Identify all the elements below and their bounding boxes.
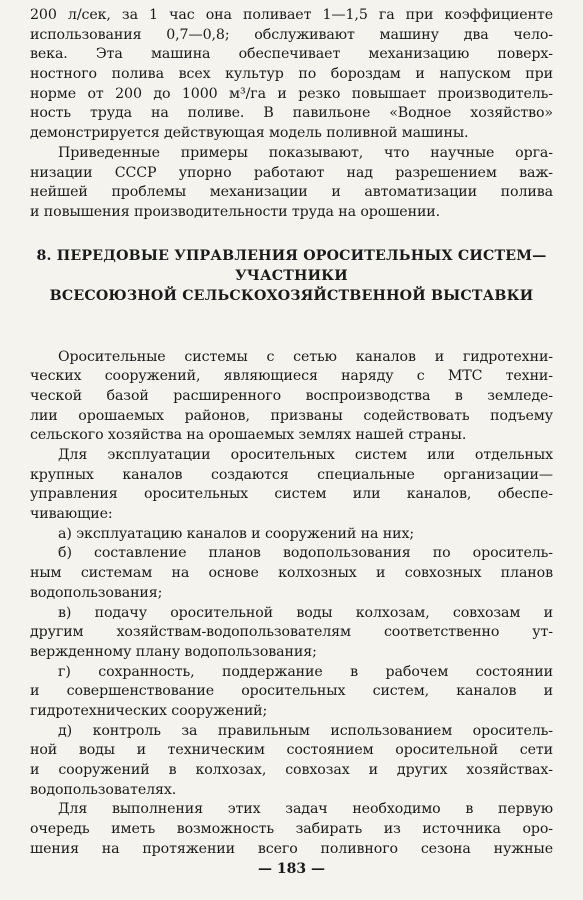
text-line: гидротехнических сооружений; [30,702,268,719]
text-line: управления оросительных систем или каналов, обеспе- [30,486,553,503]
text-line: Для выполнения этих задач необходимо в первую [58,801,553,818]
text-line: д) контроль за правильным использованием ороситель- [58,722,553,739]
paragraph-5 [30,800,553,859]
text-line: г) сохранность, поддержание в рабочем состоянии [58,663,553,680]
text-line: ностного полива всех культур по бороздам и напуском при [30,66,553,83]
text-line: и повышения производительности труда на орошении. [30,203,441,220]
text-line: ным системам на основе колхозных и совхозных планов [30,565,553,582]
text-line: Для эксплуатации оросительных систем или отдельных [58,447,553,463]
paragraph-3 [30,348,553,446]
text-line: ной воды и техническим состоянием оросительной сети [30,742,553,759]
section-heading [30,246,553,306]
list-item-a [30,525,553,545]
text-line: водопользования; [30,584,163,601]
list-item-g [30,663,553,722]
text-line: норме от 200 до 1000 м³/га и резко повышает производитель- [30,85,553,102]
paragraph-2 [30,144,553,223]
text-line: демонстрируется действующая модель поливной машины. [30,125,469,142]
text-line: лии орошаемых районов, призваны содействовать подъему [30,407,553,424]
text-line: использования 0,7—0,8; обслуживают машину два чело- [30,26,553,43]
text-line: и совершенствование оросительных систем, каналов и [30,683,553,700]
text-line: 200 л/сек, за 1 час она поливает 1—1,5 га при коэффициенте [30,7,553,23]
list-item-d [30,722,553,801]
text-line: нейшей проблемы механизации и автоматизации полива [30,184,553,201]
text-line: в) подачу оросительной воды колхозам, совхозам и [58,604,553,621]
page-body [30,6,553,859]
list-item-v [30,604,553,663]
page-number: — 183 — [258,861,325,877]
heading-line-2: УЧАСТНИКИ [235,267,348,284]
text-line: шения на протяжении всего поливного сезона нужные [30,840,553,857]
text-line: ческих сооружений, являющиеся наряду с МТС техни- [30,368,553,385]
text-line: вержденному плану водопользования; [30,643,317,660]
paragraph-4 [30,446,553,525]
text-line: ческой базой расширенного воспроизводства в земледе- [30,387,553,404]
text-line: и сооружений в колхозах, совхозах и других хозяйствах- [30,762,553,778]
heading-line-1: 8. ПЕРЕДОВЫЕ УПРАВЛЕНИЯ ОРОСИТЕЛЬНЫХ СИСТЕМ— [36,247,547,264]
text-line: б) составление планов водопользования по ороситель- [58,545,553,562]
text-line: ность труда на поливе. В павильоне «Водное хозяйство» [30,105,553,122]
paragraph-1 [30,6,553,144]
text-line: сельского хозяйства на орошаемых землях нашей страны. [30,427,467,444]
text-line: водопользователях. [30,781,177,798]
text-line: Приведенные примеры показывают, что научные орга- [58,144,553,161]
text-line: а) эксплуатацию каналов и сооружений на них; [58,525,415,542]
list-item-b [30,544,553,603]
text-line: другим хозяйствам-водопользователям соответственно ут- [30,624,553,641]
text-line: века. Эта машина обеспечивает механизацию поверх- [30,46,553,63]
text-line: крупных каналов создаются специальные организации— [30,466,553,483]
text-line: чивающие: [30,506,113,523]
text-line: очередь иметь возможность забирать из источника оро- [30,821,553,838]
heading-line-3: ВСЕСОЮЗНОЙ СЕЛЬСКОХОЗЯЙСТВЕННОЙ ВЫСТАВКИ [49,287,534,304]
text-line: Оросительные системы с сетью каналов и гидротехни- [58,348,553,365]
text-line: низации СССР упорно работают над разрешением важ- [30,164,553,181]
